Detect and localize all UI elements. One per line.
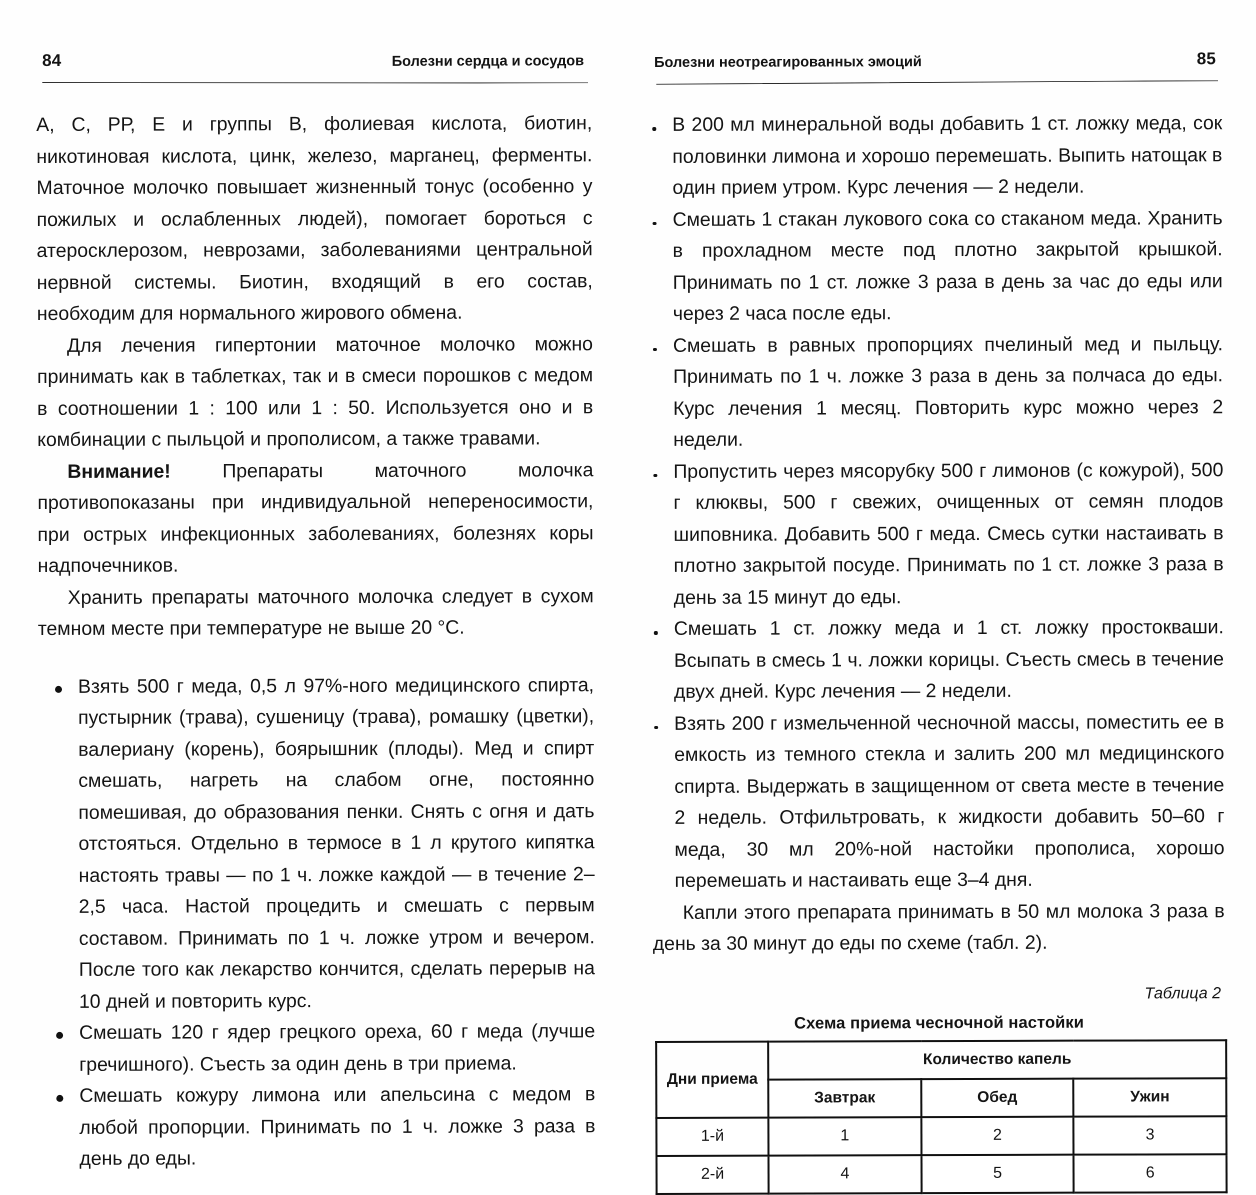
list-item: Смешать в равных пропорциях пчелиный мед и пыльцу. Принимать по 1 ч. ложке 3 раза в день за полчаса до еды. Курс лечения 1 месяц. Повторить курс можно через 2 недели. xyxy=(651,329,1223,457)
table-block xyxy=(653,985,1226,1195)
cell-breakfast: 4 xyxy=(768,1155,921,1193)
paragraph-hypertension: Для лечения гипертонии маточное молочко можно принимать как в таблетках, так и в смеси порошков с медом в соотношении 1 : 100 или 1 : 50. Используется оно и в комбинации с пыльцой и прополисом, а также травами. xyxy=(37,332,594,451)
spacer xyxy=(38,644,594,672)
left-column-body xyxy=(36,108,595,1175)
list-item: Взять 500 г меда, 0,5 л 97%-ного медицинского спирта, пустырник (трава), сушеницу (трава), ромашку (цветки), валериану (корень), боярышник (плоды). Мед и спирт смешать, нагреть на слабом огне, постоянно помешивая, до образования пенки. Снять с огня и дать отстояться. Отдельно в термосе в 1 л крутого кипятка настоять травы — по 1 ч. ложке каждой — в течение 2–2,5 часа. Настой процедить и смешать с первым составом. Принимать по 1 ч. ложке утром и вечером. После того как лекарство кончится, сделать перерыв на 10 дней и повторить курс. xyxy=(38,670,595,1018)
list-item: Смешать 120 г ядер грецкого ореха, 60 г меда (лучше гречишного). Съесть за один день в три приема. xyxy=(39,1016,595,1081)
cell-dinner: 3 xyxy=(1074,1116,1227,1154)
paragraph-closing: Капли этого препарата принимать в 50 мл молока 3 раза в день за 30 минут до еды по схеме (табл. 2). xyxy=(652,899,1225,955)
cell-lunch: 5 xyxy=(921,1154,1074,1192)
table-title: Схема приема чесночной настойки xyxy=(794,1013,1085,1033)
header-rule-right xyxy=(656,80,1218,85)
table-header-drops: Количество капель xyxy=(768,1040,1226,1079)
paragraph-storage: Хранить препараты маточного молочка следует в сухом темном месте при температуре не выше 20 °C. xyxy=(37,584,594,640)
list-item: Взять 200 г измельченной чесночной массы, поместить ее в емкость из темного стекла и залить 200 мл медицинского спирта. Выдержать в защищенном от света месте в течение 2 недель. Отфильтровать, к жидкости добавить 50–60 г меда, 30 мл 20%-ной настойки прополиса, хорошо перемешать и настаивать еще 3–4 дня. xyxy=(652,707,1225,898)
list-item: В 200 мл минеральной воды добавить 1 ст. ложку меда, сок половинки лимона и хорошо перемешать. Выпить натощак в один прием утром. Курс лечения — 2 недели. xyxy=(650,108,1222,204)
paragraph-warning xyxy=(37,455,593,583)
right-column-body xyxy=(650,108,1225,1194)
cell-day: 1-й xyxy=(656,1117,768,1155)
left-page-running-head xyxy=(36,42,592,92)
list-item: Смешать 1 стакан лукового сока со стаканом меда. Хранить в прохладном месте под плотно закрытой крышкой. Принимать по 1 ст. ложке 3 раза в день за час до еды или через 2 часа после еды. xyxy=(651,203,1223,331)
cell-dinner: 6 xyxy=(1074,1154,1227,1192)
table-row xyxy=(656,1154,1226,1194)
table-number-label: Таблица 2 xyxy=(1144,984,1222,1002)
cell-lunch: 2 xyxy=(921,1116,1074,1154)
header-rule-left xyxy=(42,80,588,85)
running-title-left: Болезни сердца и сосудов xyxy=(391,53,585,70)
table-row xyxy=(656,1116,1226,1156)
left-page xyxy=(0,0,628,1170)
warning-text: Препараты маточного молочка противопоказаны при индивидуальной непереносимости, при острых инфекционных заболеваниях, болезнях коры надпочечников. xyxy=(37,458,594,577)
table-header-row-top xyxy=(656,1040,1226,1080)
list-item: Пропустить через мясорубку 500 г лимонов (с кожурой), 500 г клюквы, 500 г свежих, очищенных от семян плодов шиповника. Добавить 500 г меда. Смесь сутки настаивать в плотно закрытой посуде. Принимать по 1 ст. ложке 3 раза в день за 15 минут до еды. xyxy=(651,455,1223,614)
list-item: Смешать кожуру лимона или апельсина с медом в любой пропорции. Принимать по 1 ч. ложке 3 раза в день до еды. xyxy=(39,1079,595,1175)
cell-breakfast: 1 xyxy=(768,1117,921,1155)
table-header-breakfast: Завтрак xyxy=(768,1079,921,1117)
left-bullet-list xyxy=(38,670,596,1176)
paragraph-vitamins: А, С, РР, Е и группы В, фолиевая кислота, биотин, никотиновая кислота, цинк, железо, марганец, ферменты. Маточное молочко повышает жизненный тонус (особенно у пожилых и ослабленных людей), помогает бороться с атеросклерозом, неврозами, заболеваниями центральной нервной системы. Биотин, входящий в его состав, необходим для нормального жирового обмена. xyxy=(36,112,593,325)
right-bullet-list xyxy=(650,108,1224,897)
right-page-running-head xyxy=(650,42,1222,92)
cell-day: 2-й xyxy=(656,1155,768,1193)
running-title-right: Болезни неотреагированных эмоций xyxy=(654,54,922,71)
page-number-right: 85 xyxy=(1196,49,1217,69)
table-header-lunch: Обед xyxy=(921,1078,1074,1116)
page-number-left: 84 xyxy=(42,50,62,70)
list-item: Смешать 1 ст. ложку меда и 1 ст. ложку простокваши. Всыпать в смесь 1 ч. ложки корицы. Съесть смесь в течение двух дней. Курс лечения — 2 недели. xyxy=(652,612,1224,708)
table-header-dinner: Ужин xyxy=(1074,1078,1227,1116)
warning-label: Внимание! xyxy=(67,460,171,483)
right-page xyxy=(628,0,1256,1183)
garlic-tincture-schedule-table xyxy=(655,1039,1227,1195)
table-header-days: Дни приема xyxy=(656,1041,768,1117)
